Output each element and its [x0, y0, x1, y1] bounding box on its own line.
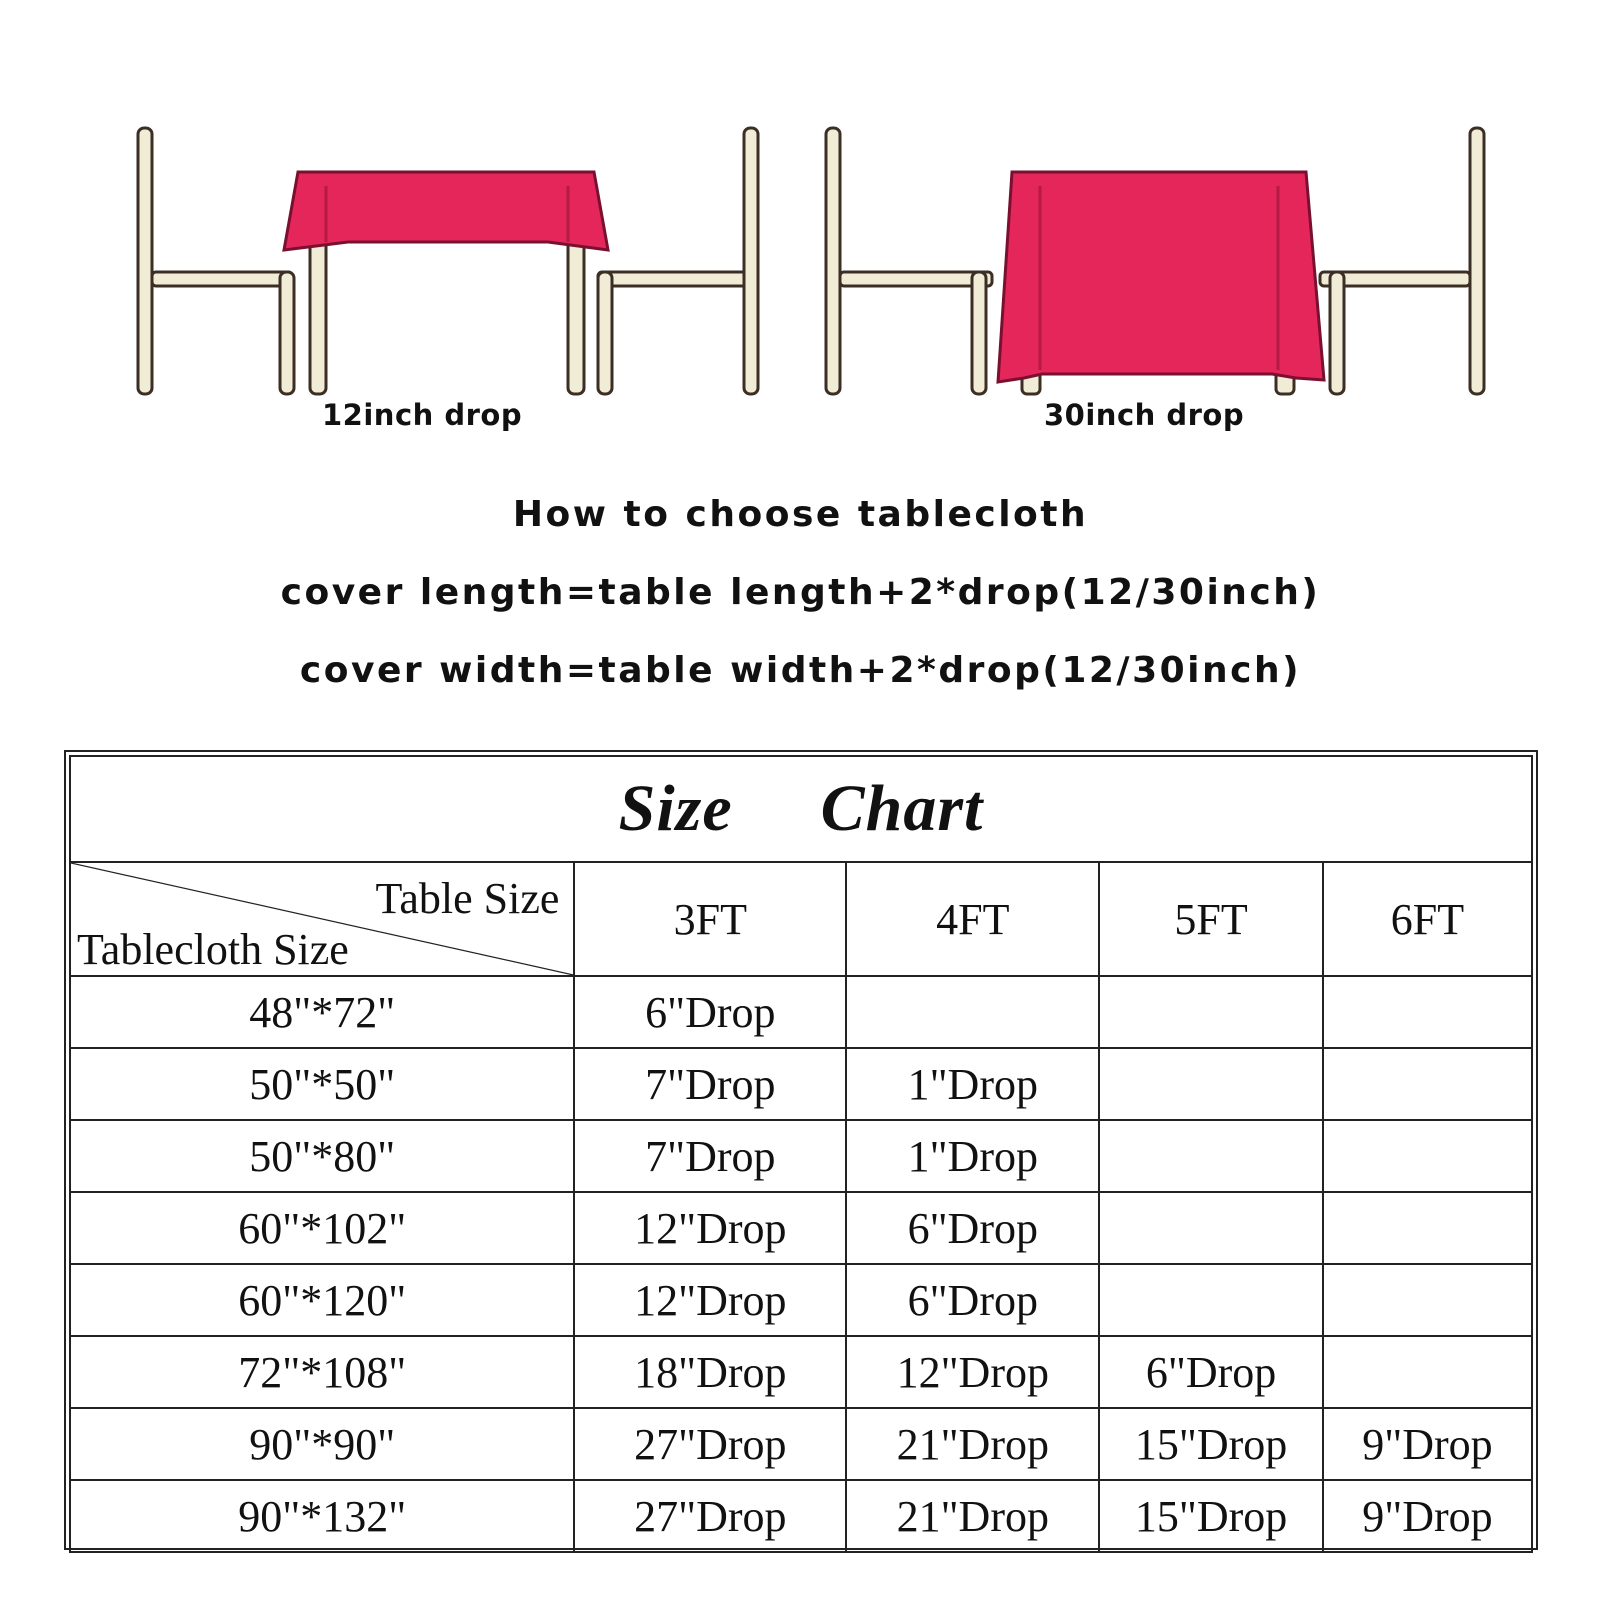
drop-cell: [1323, 1336, 1532, 1408]
size-chart-title-word2: Chart: [820, 772, 984, 845]
table-row: [70, 1336, 1532, 1408]
column-header: 3FT: [574, 862, 846, 976]
drop-cell: [1099, 1264, 1323, 1336]
table-size-label: Table Size: [375, 874, 560, 923]
drop-cell: 1"Drop: [846, 1120, 1099, 1192]
drop-cell: 15"Drop: [1099, 1480, 1323, 1552]
short-drop-scene: [138, 128, 758, 394]
long-drop-tablecloth: [998, 172, 1324, 382]
size-chart-table: [69, 755, 1533, 1553]
left-chair-seat: [840, 272, 992, 286]
table-row: [70, 1120, 1532, 1192]
tablecloth-size-cell: 50"*50": [70, 1048, 574, 1120]
drop-cell: 6"Drop: [846, 1264, 1099, 1336]
column-header: 6FT: [1323, 862, 1532, 976]
drop-cell: 18"Drop: [574, 1336, 846, 1408]
right-chair-back: [1470, 128, 1484, 394]
drop-cell: [1323, 976, 1532, 1048]
tablecloth-size-cell: 72"*108": [70, 1336, 574, 1408]
drop-cell: 15"Drop: [1099, 1408, 1323, 1480]
short-drop-tablecloth: [284, 172, 608, 250]
tablecloth-size-cell: 90"*90": [70, 1408, 574, 1480]
left-chair-back: [826, 128, 840, 394]
drop-cell: 12"Drop: [574, 1192, 846, 1264]
drop-cell: 9"Drop: [1323, 1408, 1532, 1480]
tablecloth-drop-illustration: [0, 0, 1601, 470]
drop-cell: 7"Drop: [574, 1120, 846, 1192]
table-row: [70, 1264, 1532, 1336]
drop-cell: 12"Drop: [846, 1336, 1099, 1408]
drop-cell: [1099, 1192, 1323, 1264]
table-row: [70, 976, 1532, 1048]
header-row: [70, 862, 1532, 976]
short-table-leg-right: [568, 236, 584, 394]
long-drop-caption: 30inch drop: [1044, 398, 1245, 432]
drop-cell: [1099, 1048, 1323, 1120]
length-formula: cover length=table length+2*drop(12/30inch): [280, 572, 1321, 613]
column-header: 5FT: [1099, 862, 1323, 976]
size-chart-title: [70, 756, 1532, 862]
drop-cell: 1"Drop: [846, 1048, 1099, 1120]
tablecloth-size-label: Tablecloth Size: [77, 925, 349, 974]
drop-cell: [846, 976, 1099, 1048]
right-chair-seat: [598, 272, 748, 286]
drop-cell: [1323, 1048, 1532, 1120]
drop-cell: [1323, 1120, 1532, 1192]
column-header: 4FT: [846, 862, 1099, 976]
size-chart-title-word1: Size: [618, 772, 733, 845]
right-chair-back: [744, 128, 758, 394]
drop-cell: 6"Drop: [574, 976, 846, 1048]
tablecloth-size-cell: 90"*132": [70, 1480, 574, 1552]
tablecloth-size-cell: 60"*102": [70, 1192, 574, 1264]
short-drop-caption: 12inch drop: [322, 398, 523, 432]
right-chair-leg: [1330, 272, 1344, 394]
table-row: [70, 1048, 1532, 1120]
drop-cell: 7"Drop: [574, 1048, 846, 1120]
drop-cell: [1323, 1264, 1532, 1336]
drop-cell: [1099, 976, 1323, 1048]
drop-cell: 21"Drop: [846, 1408, 1099, 1480]
drop-cell: 12"Drop: [574, 1264, 846, 1336]
left-chair-back: [138, 128, 152, 394]
long-drop-scene: [826, 128, 1484, 394]
corner-header-cell: [70, 862, 574, 976]
size-chart-frame: [64, 750, 1538, 1550]
drop-cell: [1323, 1192, 1532, 1264]
width-formula: cover width=table width+2*drop(12/30inch): [299, 650, 1302, 691]
tablecloth-size-cell: 60"*120": [70, 1264, 574, 1336]
table-row: [70, 1192, 1532, 1264]
drop-cell: 21"Drop: [846, 1480, 1099, 1552]
drop-cell: 6"Drop: [846, 1192, 1099, 1264]
right-chair-leg: [598, 272, 612, 394]
left-chair-leg: [972, 272, 986, 394]
drop-cell: 27"Drop: [574, 1408, 846, 1480]
table-row: [70, 1408, 1532, 1480]
left-chair-seat: [152, 272, 292, 286]
short-table-leg-left: [310, 236, 326, 394]
drop-cell: 6"Drop: [1099, 1336, 1323, 1408]
table-row: [70, 1480, 1532, 1552]
drop-cell: 27"Drop: [574, 1480, 846, 1552]
guide-title: How to choose tablecloth: [512, 494, 1089, 535]
left-chair-leg: [280, 272, 294, 394]
tablecloth-size-cell: 48"*72": [70, 976, 574, 1048]
drop-cell: [1099, 1120, 1323, 1192]
tablecloth-size-cell: 50"*80": [70, 1120, 574, 1192]
drop-cell: 9"Drop: [1323, 1480, 1532, 1552]
